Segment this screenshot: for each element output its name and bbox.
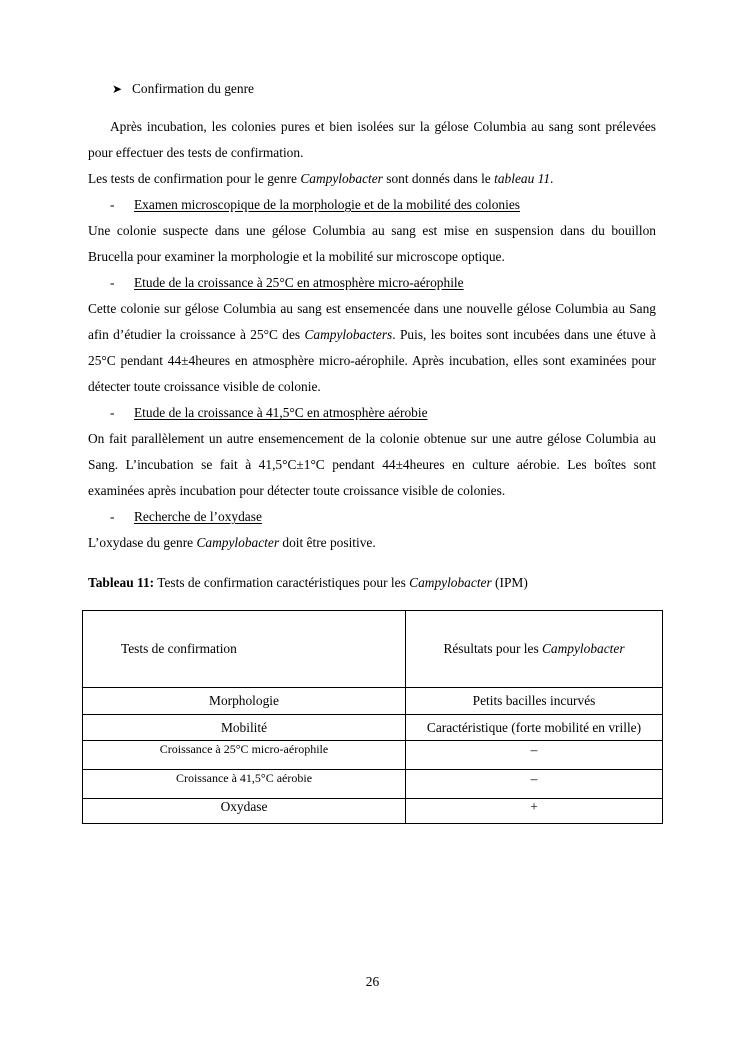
section-heading — [112, 78, 656, 100]
section-heading-text: Confirmation du genre — [132, 81, 254, 96]
intro-reference-paragraph: Les tests de confirmation pour le genre Campylobacter sont donnés dans le tableau 11. — [88, 171, 554, 186]
table-cell-result: Caractéristique (forte mobilité en vrille) — [406, 715, 663, 741]
list-item-title: Examen microscopique de la morphologie et de la mobilité des colonies — [134, 197, 520, 212]
genus-name: Campylobacter — [196, 535, 280, 550]
table-header-cell-tests: Tests de confirmation — [83, 611, 406, 688]
genus-name: Campylobacters — [304, 327, 393, 342]
table-cell-result: Petits bacilles incurvés — [406, 688, 663, 715]
confirmation-tests-table — [82, 610, 663, 824]
table-caption: Tableau 11: Tests de confirmation caractéristiques pour les Campylobacter (IPM) — [88, 575, 528, 590]
table-cell-test: Croissance à 41,5°C aérobie — [83, 770, 406, 799]
list-item-text: Une colonie suspecte dans une gélose Columbia au sang est mise en suspension dans du bouillon Brucella pour examiner la morphologie et la mobilité sur microscope optique. — [88, 223, 656, 264]
list-item-heading: - Etude de la croissance à 41,5°C en atmosphère aérobie — [110, 405, 428, 420]
table-header-cell-results: Résultats pour les Campylobacter — [406, 611, 663, 688]
list-item-title: Etude de la croissance à 25°C en atmosphère micro-aérophile — [134, 275, 464, 290]
table-cell-result: – — [406, 770, 663, 799]
table-caption-label: Tableau 11: — [88, 575, 155, 590]
intro-paragraph: Après incubation, les colonies pures et bien isolées sur la gélose Columbia au sang sont prélevées pour effectuer des tests de confirmation. — [88, 119, 656, 160]
table-cell-test: Oxydase — [83, 799, 406, 824]
table-cell-test: Croissance à 25°C micro-aérophile — [83, 741, 406, 770]
arrow-bullet-icon: ➤ — [112, 81, 123, 96]
table-row — [83, 770, 663, 799]
list-item-text: On fait parallèlement un autre ensemencement de la colonie obtenue sur une autre gélose Columbia au Sang. L’incubation se fait à 41,5°C±1°C pendant 44±4heures en culture aérobie. Les boîtes sont examinées après incubation pour détecter toute croissance visible de colonies. — [88, 431, 656, 498]
table-row — [83, 688, 663, 715]
list-item-heading: - Etude de la croissance à 25°C en atmosphère micro-aérophile — [110, 275, 464, 290]
genus-name: Campylobacter — [409, 575, 492, 590]
document-body — [88, 78, 656, 594]
table-cell-test: Morphologie — [83, 688, 406, 715]
table-header-row — [83, 611, 663, 688]
list-item-text: Cette colonie sur gélose Columbia au sang est ensemencée dans une nouvelle gélose Columbia au Sang afin d’étudier la croissance à 25°C des Campylobacters. Puis, les boites sont incubées dans une étuve à 25°C pendant 44±4heures en atmosphère micro-aérophile. Après incubation, elles sont examinées pour détecter toute croissance visible de colonie. — [88, 301, 657, 394]
list-item-title: Etude de la croissance à 41,5°C en atmosphère aérobie — [134, 405, 428, 420]
table-row — [83, 741, 663, 770]
list-item-text: L’oxydase du genre Campylobacter doit être positive. — [88, 535, 376, 550]
list-item-heading: - Recherche de l’oxydase — [110, 509, 262, 524]
list-item-title: Recherche de l’oxydase — [134, 509, 262, 524]
table-cell-test: Mobilité — [83, 715, 406, 741]
table-reference: tableau 11 — [494, 171, 551, 186]
genus-name: Campylobacter — [300, 171, 383, 186]
table-cell-result: + — [406, 799, 663, 824]
table-row — [83, 799, 663, 824]
table-cell-result: – — [406, 741, 663, 770]
table-row — [83, 715, 663, 741]
page-number: 26 — [365, 974, 380, 989]
list-item-heading: - Examen microscopique de la morphologie et de la mobilité des colonies — [110, 197, 520, 212]
